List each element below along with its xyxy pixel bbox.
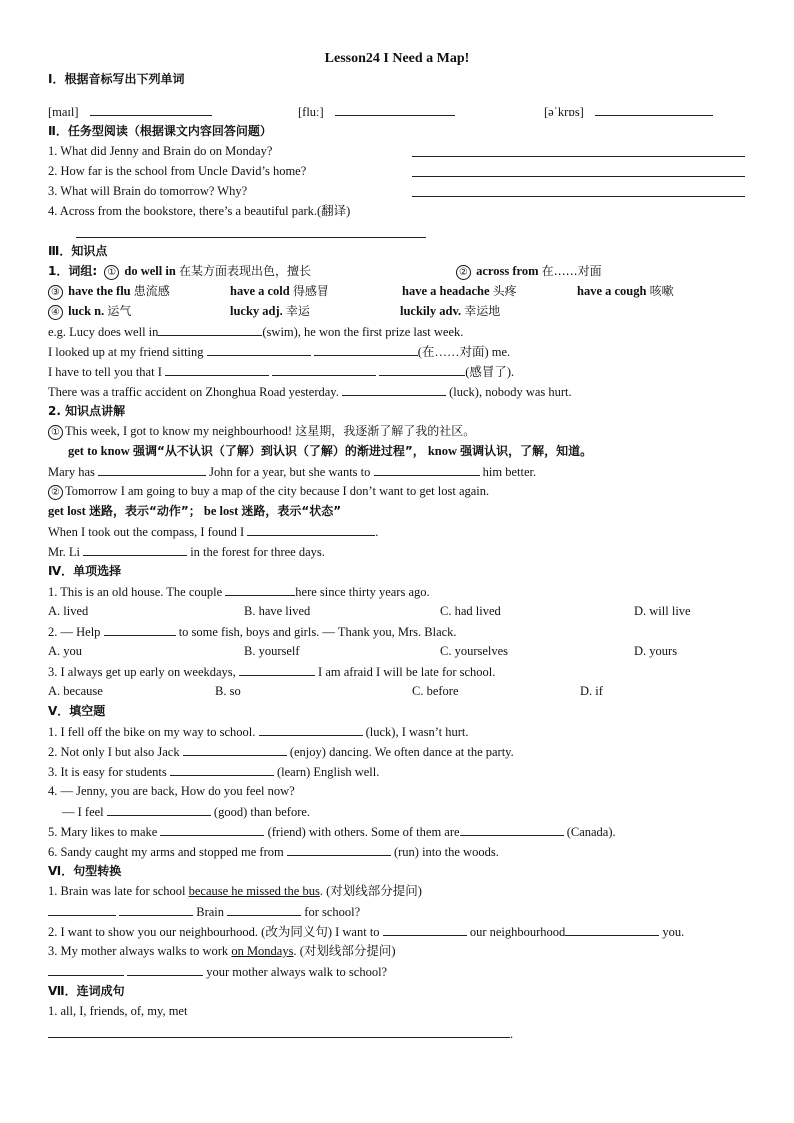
example-2-text-b: (在……对面) me. <box>417 345 511 359</box>
fill-q3 <box>48 762 379 780</box>
section-2-heading: Ⅱ．任务型阅读（根据课文内容回答问题） <box>48 124 272 138</box>
page-title: Lesson24 I Need a Map! <box>324 51 470 66</box>
transform-q3 <box>48 942 396 960</box>
order-q1: 1. all, I, friends, of, my, met <box>48 1004 188 1018</box>
section-6-heading: Ⅵ．句型转换 <box>48 864 122 878</box>
phrase-have-a-cold-meaning: 得感冒 <box>292 284 329 298</box>
circled-key-2: ② <box>48 485 63 500</box>
transform-q1-blank-3[interactable] <box>227 902 301 916</box>
key-sentence-1 <box>48 422 475 440</box>
fill-q6 <box>48 842 499 860</box>
phonetic-2-blank[interactable] <box>335 102 455 116</box>
knowledge-subheading: 2. 知识点讲解 <box>48 404 126 418</box>
mc-q2-option-d[interactable]: D. yours <box>634 644 678 658</box>
fill-q4-text-a: — I feel <box>62 805 104 819</box>
phrase-cold <box>230 282 329 300</box>
mc-q3 <box>48 662 495 680</box>
section-1-heading: Ⅰ．根据音标写出下列单词 <box>48 72 185 86</box>
phrase-have-the-flu: have the flu <box>68 284 131 298</box>
phrase-across-from-meaning: 在……对面 <box>541 264 602 278</box>
phrase-have-a-headache-meaning: 头疼 <box>492 284 517 298</box>
key-sentence-2 <box>48 482 489 500</box>
example-2-text-a: I looked up at my friend sitting <box>48 345 204 359</box>
order-q1-answer-line[interactable] <box>48 1024 510 1038</box>
mc-q2 <box>48 622 457 640</box>
phrase-cough <box>577 282 674 300</box>
fill-q3-text-b: (learn) English well. <box>276 765 380 779</box>
reading-q2: 2. How far is the school from Uncle David’s home? <box>48 164 307 178</box>
mc-q3-option-c[interactable]: C. before <box>412 684 459 698</box>
word-luckily-label: luckily adv. <box>400 304 462 318</box>
example-3-blank-2[interactable] <box>272 362 376 376</box>
circled-number-2: ② <box>456 265 471 280</box>
fill-q4-answer <box>62 802 310 820</box>
mc-q1-option-a[interactable]: A. lived <box>48 604 89 618</box>
phonetic-3-label: [əˈkrɒs] <box>544 105 584 119</box>
key-note-1-term-b: know <box>427 444 458 458</box>
word-luckily-meaning: 幸运地 <box>464 304 501 318</box>
transform-q3-blank-1[interactable] <box>48 962 124 976</box>
mc-q2-option-a[interactable]: A. you <box>48 644 83 658</box>
example-2 <box>48 342 510 360</box>
phrase-have-a-headache: have a headache <box>402 284 490 298</box>
example-1-text-a: e.g. Lucy does well in <box>48 325 159 339</box>
mc-q2-text-a: 2. — Help <box>48 625 101 639</box>
fill-q6-text-a: 6. Sandy caught my arms and stopped me from <box>48 845 284 859</box>
phonetic-3-blank[interactable] <box>595 102 713 116</box>
phrases-subheading: 1．词组: <box>48 264 98 278</box>
key-example-2-blank[interactable] <box>247 522 375 536</box>
key-example-2-text: When I took out the compass, I found I <box>48 525 245 539</box>
key-note-2-desc-b: 迷路，表示“状态” <box>241 504 342 518</box>
key-note-2-term-b: be lost <box>203 504 239 518</box>
phrase-have-the-flu-meaning: 患流感 <box>133 284 170 298</box>
word-luck <box>48 302 131 320</box>
key-note-1-term-a: get to know <box>68 444 130 458</box>
example-3-text-b: (感冒了). <box>465 365 515 379</box>
fill-q1-blank[interactable] <box>259 722 363 736</box>
transform-q1-blank-2[interactable] <box>119 902 193 916</box>
phonetic-1 <box>48 102 212 120</box>
phrase-have-a-cough-meaning: 咳嗽 <box>649 284 674 298</box>
mc-q3-option-b[interactable]: B. so <box>215 684 241 698</box>
key-example-1-text-c: him better. <box>482 465 537 479</box>
fill-q4-blank[interactable] <box>107 802 211 816</box>
mc-q1-blank[interactable] <box>225 582 295 596</box>
circled-key-1: ① <box>48 425 63 440</box>
key-example-1-text-a: Mary has <box>48 465 95 479</box>
transform-q1-text-a: 1. Brain was late for school <box>48 884 186 898</box>
fill-q2-text-a: 2. Not only I but also Jack <box>48 745 180 759</box>
fill-q2-blank[interactable] <box>183 742 287 756</box>
reading-q4-answer-line[interactable] <box>76 237 426 238</box>
phrase-have-a-cough: have a cough <box>577 284 647 298</box>
word-lucky-label: lucky adj. <box>230 304 283 318</box>
fill-q5-blank-1[interactable] <box>160 822 264 836</box>
transform-q3-text-a: 3. My mother always walks to work <box>48 944 229 958</box>
phonetic-2-label: [fluː] <box>298 105 324 119</box>
key-example-1-blank-1[interactable] <box>98 462 206 476</box>
transform-q2-text-b: our neighbourhood <box>469 925 566 939</box>
key-note-1-desc-b: 强调认识，了解，知道。 <box>460 444 593 458</box>
transform-q3-text-c: your mother always walk to school? <box>206 965 388 979</box>
reading-q4: 4. Across from the bookstore, there’s a beautiful park.(翻译) <box>48 204 351 218</box>
example-2-blank-2[interactable] <box>314 342 418 356</box>
phrase-flu <box>48 282 170 300</box>
key-example-3-text-b: in the forest for three days. <box>190 545 325 559</box>
example-4-text-b: (luck), nobody was hurt. <box>449 385 572 399</box>
transform-q1-blank-1[interactable] <box>48 902 116 916</box>
fill-q4-question: 4. — Jenny, you are back, How do you feel now? <box>48 784 295 798</box>
phrase-do-well-in-meaning: 在某方面表现出色，擅长 <box>178 264 311 278</box>
example-4-blank[interactable] <box>342 382 446 396</box>
phonetic-2 <box>298 102 455 120</box>
reading-q3: 3. What will Brain do tomorrow? Why? <box>48 184 248 198</box>
reading-q1-answer-line[interactable] <box>412 156 745 157</box>
fill-q2 <box>48 742 514 760</box>
key-example-1 <box>48 462 536 480</box>
word-luck-meaning: 运气 <box>107 304 132 318</box>
key-example-3-text-a: Mr. Li <box>48 545 80 559</box>
mc-q3-blank[interactable] <box>239 662 315 676</box>
transform-q1-text-d: for school? <box>304 905 361 919</box>
section-7-heading: Ⅶ．连词成句 <box>48 984 125 998</box>
fill-q6-text-b: (run) into the woods. <box>393 845 499 859</box>
key-note-2-desc-a: 迷路，表示“动作”； <box>88 504 201 518</box>
mc-q1-option-d[interactable]: D. will live <box>634 604 691 618</box>
mc-q3-option-a[interactable]: A. because <box>48 684 103 698</box>
example-2-blank-1[interactable] <box>207 342 311 356</box>
phrase-have-a-cold: have a cold <box>230 284 290 298</box>
key-example-1-text-b: John for a year, but she wants to <box>209 465 371 479</box>
mc-q3-text-b: I am afraid I will be late for school. <box>318 665 496 679</box>
mc-q2-text-b: to some fish, boys and girls. — Thank you, Mrs. Black. <box>178 625 457 639</box>
transform-q1-text-c: Brain <box>196 905 225 919</box>
key-example-3-blank[interactable] <box>83 542 187 556</box>
section-3-heading: Ⅲ．知识点 <box>48 244 108 258</box>
mc-q1 <box>48 582 430 600</box>
section-4-heading: Ⅳ．单项选择 <box>48 564 122 578</box>
example-4 <box>48 382 572 400</box>
mc-q3-text-a: 3. I always get up early on weekdays, <box>48 665 236 679</box>
phonetic-3 <box>544 102 713 120</box>
fill-q4-text-b: (good) than before. <box>213 805 311 819</box>
reading-q1: 1. What did Jenny and Brain do on Monday? <box>48 144 273 158</box>
fill-q1-text-b: (luck), I wasn’t hurt. <box>365 725 469 739</box>
order-q1-period: . <box>510 1027 514 1041</box>
example-1 <box>48 322 463 340</box>
key-note-2 <box>48 502 341 520</box>
key-sentence-2-en: Tomorrow I am going to buy a map of the city because I don’t want to get lost again. <box>65 484 490 498</box>
key-sentence-1-zh: 这星期，我逐渐了解了我的社区。 <box>295 424 476 438</box>
transform-q3-blank-2[interactable] <box>127 962 203 976</box>
mc-q2-option-c[interactable]: C. yourselves <box>440 644 509 658</box>
transform-q1-underlined: because he missed the bus <box>188 884 320 898</box>
transform-q3-answer <box>48 962 387 980</box>
transform-q2 <box>48 922 684 940</box>
reading-q2-answer-line[interactable] <box>412 176 745 177</box>
transform-q2-text-c: you. <box>662 925 685 939</box>
phonetic-1-label: [maɪl] <box>48 105 79 119</box>
fill-q1 <box>48 722 469 740</box>
example-3-blank-1[interactable] <box>165 362 269 376</box>
fill-q2-text-b: (enjoy) dancing. We often dance at the party. <box>289 745 514 759</box>
fill-q1-text-a: 1. I fell off the bike on my way to school. <box>48 725 256 739</box>
key-note-1-desc-a: 强调“从不认识（了解）到认识（了解）的渐进过程”， <box>132 444 425 458</box>
transform-q1-answer <box>48 902 360 920</box>
fill-q5-text-b: (friend) with others. Some of them are <box>267 825 460 839</box>
word-lucky <box>230 302 310 320</box>
example-3 <box>48 362 514 380</box>
phrases-row-1 <box>48 262 311 280</box>
fill-q6-blank[interactable] <box>287 842 391 856</box>
mc-q3-option-d[interactable]: D. if <box>580 684 603 698</box>
example-4-text-a: There was a traffic accident on Zhonghua Road yesterday. <box>48 385 339 399</box>
word-luckily <box>400 302 500 320</box>
word-luck-label: luck n. <box>68 304 105 318</box>
transform-q1-text-b: . (对划线部分提问) <box>319 884 422 898</box>
word-lucky-meaning: 幸运 <box>285 304 310 318</box>
circled-number-1: ① <box>104 265 119 280</box>
mc-q2-option-b[interactable]: B. yourself <box>244 644 300 658</box>
phrase-headache <box>402 282 517 300</box>
transform-q2-text-a: 2. I want to show you our neighbourhood. (改为同义句) I want to <box>48 925 380 939</box>
key-example-3 <box>48 542 325 560</box>
mc-q2-blank[interactable] <box>104 622 176 636</box>
mc-q1-text-b: here since thirty years ago. <box>295 585 430 599</box>
example-1-blank[interactable] <box>158 322 262 336</box>
phrase-do-well-in: do well in <box>124 264 176 278</box>
transform-q2-blank-2[interactable] <box>565 922 659 936</box>
fill-q5 <box>48 822 616 840</box>
circled-number-4: ④ <box>48 305 63 320</box>
order-q1-answer <box>48 1024 513 1042</box>
reading-q3-answer-line[interactable] <box>412 196 745 197</box>
phrase-across-from: across from <box>476 264 539 278</box>
phrases-row-1b <box>456 262 602 280</box>
fill-q5-text-c: (Canada). <box>566 825 616 839</box>
section-5-heading: Ⅴ．填空题 <box>48 704 106 718</box>
key-sentence-1-en: This week, I got to know my neighbourhood! <box>65 424 293 438</box>
transform-q2-blank-1[interactable] <box>383 922 467 936</box>
mc-q1-option-c[interactable]: C. had lived <box>440 604 501 618</box>
fill-q3-blank[interactable] <box>170 762 274 776</box>
key-example-2: When I took out the compass, I found I . <box>48 522 378 540</box>
fill-q3-text-a: 3. It is easy for students <box>48 765 167 779</box>
key-example-1-blank-2[interactable] <box>374 462 480 476</box>
fill-q5-blank-2[interactable] <box>460 822 564 836</box>
key-note-2-term-a: get lost <box>48 504 86 518</box>
example-3-blank-3[interactable] <box>379 362 465 376</box>
mc-q1-text-a: 1. This is an old house. The couple <box>48 585 223 599</box>
example-1-text-b: (swim), he won the first prize last week. <box>262 325 464 339</box>
transform-q3-underlined: on Mondays <box>231 944 294 958</box>
transform-q3-text-b: . (对划线部分提问) <box>293 944 396 958</box>
fill-q5-text-a: 5. Mary likes to make <box>48 825 158 839</box>
transform-q1 <box>48 882 422 900</box>
phonetic-1-blank[interactable] <box>90 102 212 116</box>
key-note-1 <box>68 442 592 460</box>
mc-q1-option-b[interactable]: B. have lived <box>244 604 311 618</box>
circled-number-3: ③ <box>48 285 63 300</box>
example-3-text-a: I have to tell you that I <box>48 365 162 379</box>
